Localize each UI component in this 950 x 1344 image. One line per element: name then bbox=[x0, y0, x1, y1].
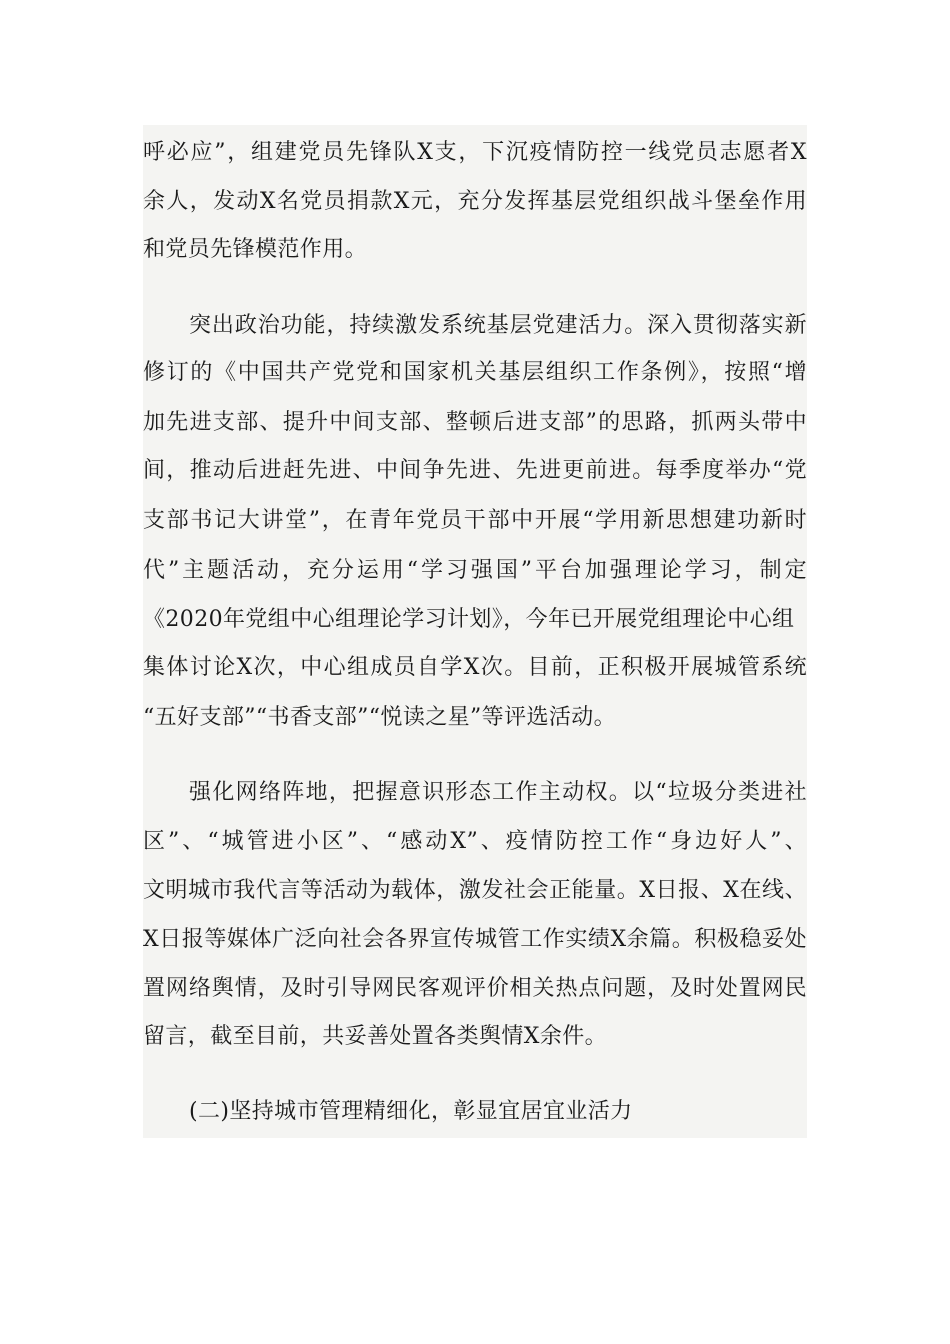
text-line: 区”、“城管进小区”、“感动X”、疫情防控工作“身边好人”、 bbox=[143, 829, 807, 854]
text-line: 《2020年党组中心组理论学习计划》，今年已开展党组理论中心组 bbox=[143, 607, 795, 632]
text-line: 余人，发动X名党员捐款X元，充分发挥基层党组织战斗堡垒作用 bbox=[143, 189, 807, 214]
text-line: 留言，截至目前，共妥善处置各类舆情X余件。 bbox=[143, 1024, 608, 1049]
text-line: 集体讨论X次，中心组成员自学X次。目前，正积极开展城管系统 bbox=[143, 655, 807, 680]
text-line: 代”主题活动，充分运用“学习强国”平台加强理论学习，制定 bbox=[143, 558, 807, 583]
text-line: (二)坚持城市管理精细化，彰显宜居宜业活力 bbox=[189, 1099, 633, 1124]
text-line: 和党员先锋模范作用。 bbox=[143, 237, 368, 262]
text-line: X日报等媒体广泛向社会各界宣传城管工作实绩X余篇。积极稳妥处 bbox=[143, 927, 807, 952]
text-line: 强化网络阵地，把握意识形态工作主动权。以“垃圾分类进社 bbox=[189, 780, 807, 805]
text-line: 呼必应”，组建党员先锋队X支，下沉疫情防控一线党员志愿者X bbox=[143, 140, 807, 165]
document-text-block bbox=[143, 125, 807, 1138]
text-line: 支部书记大讲堂”，在青年党员干部中开展“学用新思想建功新时 bbox=[143, 508, 807, 533]
text-line: 加先进支部、提升中间支部、整顿后进支部”的思路，抓两头带中 bbox=[143, 410, 807, 435]
text-line: 修订的《中国共产党党和国家机关基层组织工作条例》，按照“增 bbox=[143, 360, 807, 385]
text-line: 置网络舆情，及时引导网民客观评价相关热点问题，及时处置网民 bbox=[143, 976, 807, 1001]
text-line: 间，推动后进赶先进、中间争先进、先进更前进。每季度举办“党 bbox=[143, 458, 807, 483]
text-line: 文明城市我代言等活动为载体，激发社会正能量。X日报、X在线、 bbox=[143, 878, 807, 903]
text-line: “五好支部”“书香支部”“悦读之星”等评选活动。 bbox=[143, 705, 617, 730]
text-line: 突出政治功能，持续激发系统基层党建活力。深入贯彻落实新 bbox=[189, 313, 807, 338]
